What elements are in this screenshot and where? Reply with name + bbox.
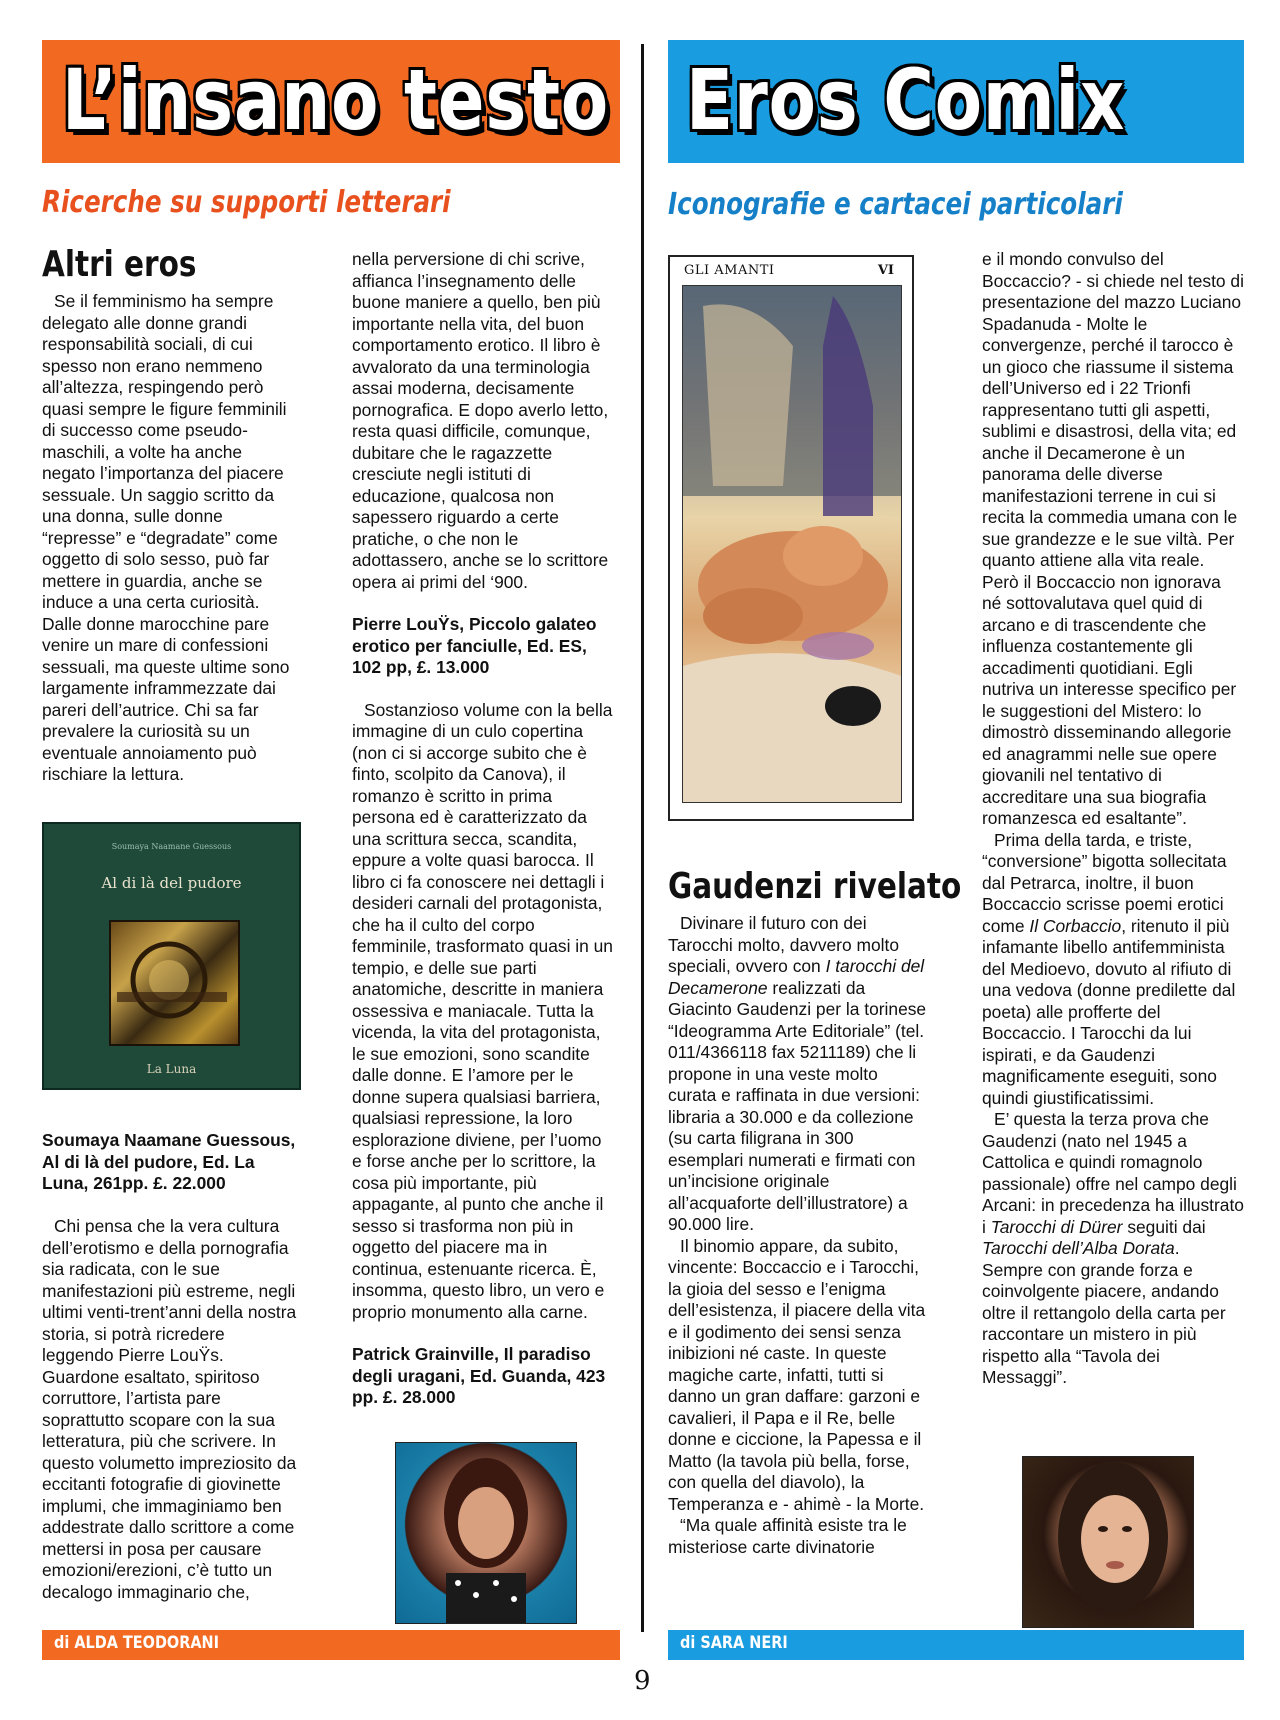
col4-p3-em2: Tarocchi dell’Alba Dorata <box>982 1238 1175 1258</box>
author-photo-left-svg <box>396 1443 576 1623</box>
col4-p2-a: Prima della tarda, e triste, “conversione” bigotta sollecitata dal Petrarca, inoltre, il buon Boccaccio scrisse poemi erotici come <box>982 829 1227 936</box>
author-photo-left <box>395 1442 577 1624</box>
bib-1-text: Soumaya Naamane Guessous, Al di là del pudore, Ed. La Luna, 261pp. £. 22.000 <box>42 1130 296 1193</box>
right-kicker: Iconografie e cartacei particolari <box>668 187 1123 222</box>
left-headline: Altri eros <box>42 244 197 285</box>
col3-p1-b: realizzati da Giacinto Gaudenzi per la torinese “Ideogramma Arte Editoriale” (tel. 011/4366118 fax 5211189) che li propone in una veste molto curata e raffinata in due versioni: libraria a 30.000 e da collezione (su carta filigrana in 300 esemplari numerati e firmati con un’incisione originale all’acquaforte dell’illustratore) a 90.000 lire. <box>668 977 927 1234</box>
col3-p1-em: I tarocchi del Decamerone <box>668 956 925 998</box>
column-4 <box>982 249 1244 1389</box>
tarot-card-artwork <box>682 285 902 803</box>
col4-p3-b: seguiti dai <box>1122 1216 1206 1237</box>
book-cover-art-svg <box>111 922 234 1040</box>
col4-p2-em: Il Corbaccio <box>1029 915 1122 936</box>
column-1 <box>42 291 300 786</box>
book-cover-title: Al di là del pudore <box>101 874 242 892</box>
col3-paragraph-1 <box>668 913 928 1236</box>
left-kicker: Ricerche su supporti letterari <box>42 185 451 220</box>
col4-paragraph-2 <box>982 830 1244 1110</box>
book-cover-image <box>42 822 301 1090</box>
tarot-art-svg <box>683 286 901 802</box>
right-footer-bar <box>668 1630 1244 1660</box>
bib-entry-1 <box>42 1130 300 1195</box>
left-banner-title: L’insano testo <box>62 51 610 149</box>
left-byline: di ALDA TEODORANI <box>54 1633 220 1653</box>
col4-p3-em1: Tarocchi di Dürer <box>990 1216 1123 1237</box>
col4-p3-a: E’ questa la terza prova che Gaudenzi (nato nel 1945 a Cattolica e quindi romagnolo passionale) offre nel campo degli Arcani: in precedenza ha illustrato i <box>982 1109 1244 1237</box>
col4-paragraph-1: e il mondo convulso del Boccaccio? - si chiede nel testo di presentazione del mazzo Luciano Spadanuda - Molte le convergenze, perché il tarocco è un gioco che riassume il sistema dell’Universo ed i 22 Trionfi rappresentano tutti gli aspetti, sublimi e disastrosi, della vita; ed anche il Decamerone è un panorama delle diverse manifestazioni terrene in cui si recita la commedia umana con le sue grandezze e le sue viltà. Per quanto attiene alla vita reale. Però il Boccaccio non ignorava né sottovalutava quel quid di arcano e di trascendente che influenza costantemente gli accadimenti quotidiani. Egli nutriva un interesse specifico per le suggestioni del Mistero: lo dimostrò disseminando allegorie ed anagrammi nelle sue opere giovanili nel tentativo di accreditare una sua biografia romanzesca ed esaltante”. <box>982 249 1244 828</box>
tarot-card-number: VI <box>877 263 894 278</box>
right-headline: Gaudenzi rivelato <box>668 866 962 907</box>
column-3 <box>668 913 928 1558</box>
bib-2-text: Pierre LouŸs, Piccolo galateo erotico per fanciulle, Ed. ES, 102 pp, £. 13.000 <box>352 614 597 677</box>
left-banner <box>42 40 620 163</box>
book-cover-artwork <box>109 920 240 1046</box>
right-banner <box>668 40 1244 163</box>
col2-paragraph-1: nella perversione di chi scrive, affianca l’insegnamento delle buone maniere a quello, ben più importante nella vita, del buon comportamento erotico. Il libro è avvalorato da una terminologia assai moderna, decisamente pornografica. E dopo averlo letto, resta quasi difficile, comunque, dubitare che le ragazzette cresciute negli istituti di educazione, qualcosa non sapessero riguardo a certe pratiche, o che non le adottassero, anche se lo scrittore opera ai primi del ‘900. <box>352 249 609 592</box>
page-number: 9 <box>634 1666 651 1696</box>
col2-paragraph-2: Sostanzioso volume con la bella immagine di un culo copertina (non ci si accorge subito che è finto, scolpito da Canova), il romanzo è scritto in prima persona ed è caratterizzato da una scrittura secca, scandita, eppure a volte quasi barocca. Il libro ci fa conoscere nei dettagli i desideri carnali del protagonista, che ha il culto del corpo femminile, trasformato quasi in un tempio, e delle sue parti anatomiche, descritte in maniera ossessiva e maniacale. Tutta la vicenda, la vita del protagonista, le sue emozioni, sono scandite dalle donne. E l’amore per le donne supera qualsiasi barriera, qualsiasi repressione, la loro esplorazione diviene, per l’uomo e forse anche per lo scrittore, la cosa più importante, più appagante, al punto che anche il sesso si trasforma non più in oggetto del piacere ma in continua, estenuante ricerca. È, insomma, questo libro, un vero e proprio monumento alla carne. <box>352 699 613 1322</box>
col3-paragraph-2: Il binomio appare, da subito, vincente: Boccaccio e i Tarocchi, la gioia del sesso e l’enigma dell’esistenza, il piacere della vita e il godimento dei sensi senza inibizioni né caste. In queste magiche carte, infatti, tutti si danno un gran daffare: garzoni e cavalieri, il Papa e il Re, belle donne e ciccione, la Papessa e il Matto (la tavola più bella, forse, con quella del diavolo), la Temperanza e - ahimè - la Morte. <box>668 1235 926 1514</box>
right-byline: di SARA NERI <box>680 1633 788 1653</box>
author-photo-right-svg <box>1023 1457 1193 1627</box>
book-cover-publisher: La Luna <box>146 1062 197 1076</box>
col4-p3-c: . Sempre con grande forza e coinvolgente piacere, andando oltre il rettangolo della carta per raccontare un mistero in più rispetto alla “Tavola dei Messaggi”. <box>982 1238 1226 1387</box>
author-photo-right <box>1022 1456 1194 1628</box>
col3-paragraph-3: “Ma quale affinità esiste tra le misteriose carte divinatorie <box>668 1515 907 1557</box>
column-2 <box>352 249 614 1409</box>
col1-paragraph-1: Se il femminismo ha sempre delegato alle donne grandi responsabilità sociali, di cui spesso non erano nemmeno all’altezza, respingendo però quasi sempre le figure femminili di successo come pseudo-maschili, a volte ha anche negato l’importanza del piacere sessuale. Un saggio scritto da una donna, sulle donne “represse” e “degradate” come oggetto di solo sesso, può far mettere in guardia, anche se induce a una certa curiosità. Dalle donne marocchine pare venire un mare di confessioni sessuali, ma queste ultime sono largamente inframmezzate dai pareri dell’autrice. Chi sa far prevalere la curiosità su un eventuale annoiamento può rischiare la lettura. <box>42 291 290 784</box>
column-divider <box>641 44 644 1632</box>
right-banner-title: Eros Comix <box>686 51 1126 149</box>
col3-p1-a: Divinare il futuro con dei Tarocchi molto, davvero molto speciali, ovvero con <box>668 913 900 976</box>
col1-paragraph-2: Chi pensa che la vera cultura dell’erotismo e della pornografia sia radicata, con le sue manifestazioni più estreme, negli ultimi venti-trent’anni della nostra storia, si potrà ricredere leggendo Pierre LouŸs. Guardone esaltato, spiritoso corruttore, l’artista pare soprattutto scopare con la sua letteratura, più che scrivere. In questo volumetto impreziosito da eccitanti fotografie di giovinette implumi, che immaginiamo ben addestrate dallo scrittore a come mettersi in posa per causare emozioni/erezioni, c’è tutto un decalogo immaginario che, <box>42 1216 297 1602</box>
col4-paragraph-3 <box>982 1109 1244 1389</box>
book-cover-author: Soumaya Naamane Guessous <box>111 842 232 851</box>
tarot-card-name: GLI AMANTI <box>684 263 775 278</box>
tarot-card-image <box>668 255 914 821</box>
col4-p2-b: , ritenuto il più infamante libello antifemminista del Medioevo, dovuto al rifiuto di una vedova (donne predilette dal poeta) alle profferte del Boccaccio. I Tarocchi da lui ispirati, e da Gaudenzi magnificamente eseguiti, sono quindi giustificatissimi. <box>982 915 1236 1108</box>
bib-3-text: Patrick Grainville, Il paradiso degli uragani, Ed. Guanda, 423 pp. £. 28.000 <box>352 1344 606 1407</box>
column-1-lower <box>42 1216 300 1603</box>
left-footer-bar <box>42 1630 620 1660</box>
